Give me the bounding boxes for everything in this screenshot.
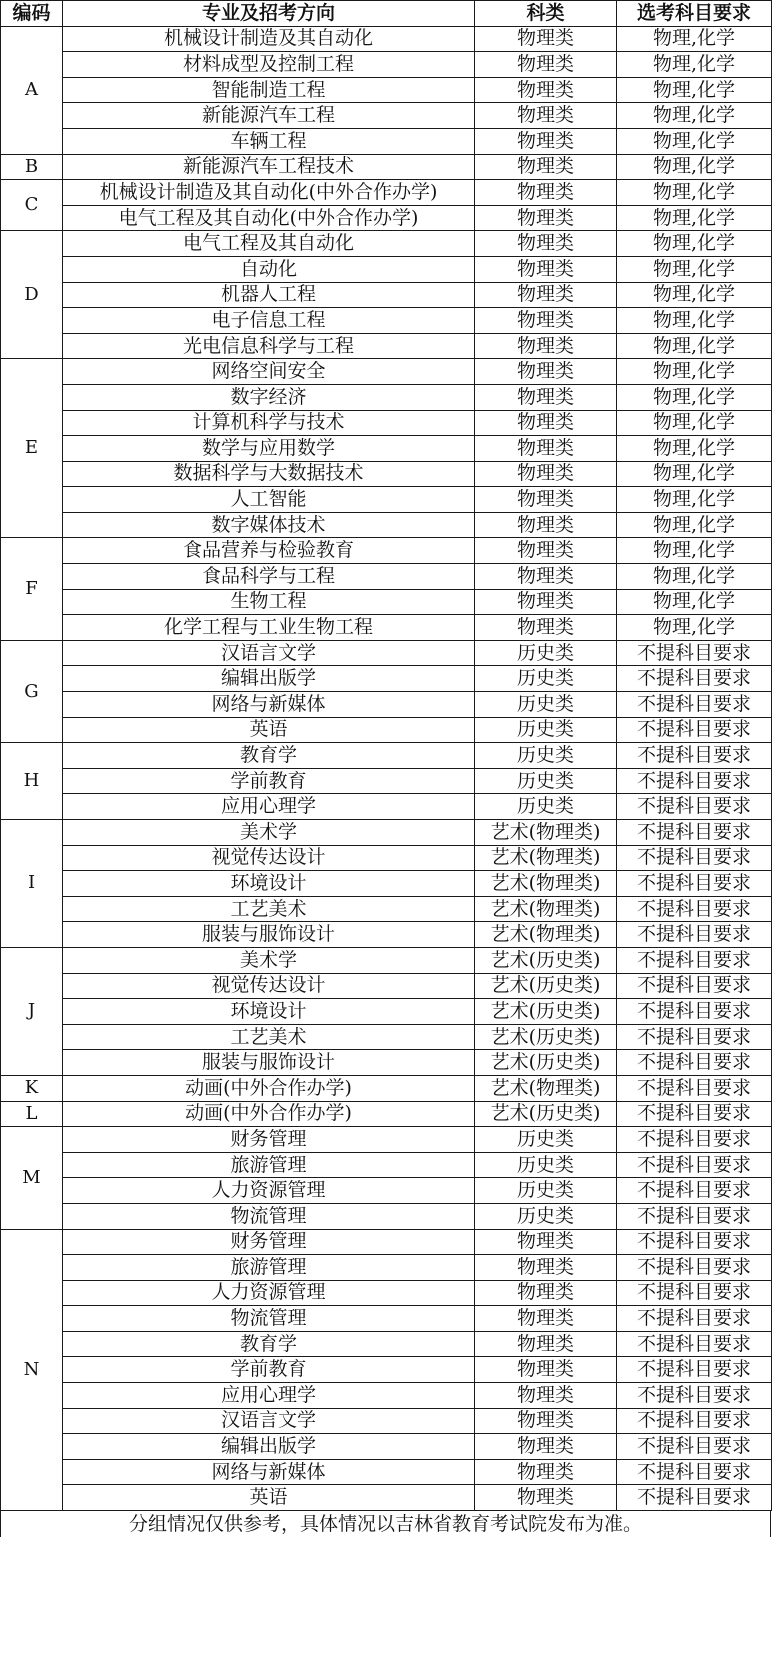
category-cell: 艺术(物理类) [475,820,617,846]
major-cell: 动画(中外合作办学) [63,1101,475,1127]
group-code-cell: A [1,26,63,154]
table-row [1,640,772,666]
table-row [1,743,772,769]
requirement-cell: 物理,化学 [617,589,772,615]
table-row [1,180,772,206]
major-cell: 电气工程及其自动化(中外合作办学) [63,205,475,231]
group-code-cell: K [1,1075,63,1101]
table-row [1,1434,772,1460]
category-cell: 物理类 [475,77,617,103]
major-cell: 食品营养与检验教育 [63,538,475,564]
table-row [1,871,772,897]
major-cell: 物流管理 [63,1203,475,1229]
major-cell: 新能源汽车工程技术 [63,154,475,180]
major-cell: 生物工程 [63,589,475,615]
requirement-cell: 不提科目要求 [617,999,772,1025]
table-row [1,1306,772,1332]
category-cell: 历史类 [475,794,617,820]
table-row [1,973,772,999]
major-cell: 财务管理 [63,1229,475,1255]
group-code-cell: C [1,180,63,231]
requirement-cell: 不提科目要求 [617,1485,772,1511]
table-row [1,410,772,436]
table-row [1,666,772,692]
table-row [1,1229,772,1255]
category-cell: 历史类 [475,666,617,692]
major-cell: 人力资源管理 [63,1280,475,1306]
major-cell: 计算机科学与技术 [63,410,475,436]
requirement-cell: 物理,化学 [617,282,772,308]
major-cell: 应用心理学 [63,1383,475,1409]
header-major: 专业及招考方向 [63,1,475,27]
major-cell: 网络与新媒体 [63,1459,475,1485]
major-cell: 旅游管理 [63,1255,475,1281]
requirement-cell: 物理,化学 [617,308,772,334]
table-row [1,205,772,231]
table-row [1,896,772,922]
requirement-cell: 物理,化学 [617,512,772,538]
table-row [1,999,772,1025]
category-cell: 物理类 [475,1459,617,1485]
major-cell: 网络与新媒体 [63,692,475,718]
requirement-cell: 不提科目要求 [617,947,772,973]
category-cell: 艺术(物理类) [475,1075,617,1101]
group-code-cell: N [1,1229,63,1511]
category-cell: 物理类 [475,436,617,462]
requirement-cell: 物理,化学 [617,436,772,462]
category-cell: 历史类 [475,640,617,666]
major-cell: 视觉传达设计 [63,973,475,999]
major-cell: 编辑出版学 [63,1434,475,1460]
category-cell: 物理类 [475,359,617,385]
requirement-cell: 物理,化学 [617,384,772,410]
requirement-cell: 物理,化学 [617,410,772,436]
category-cell: 物理类 [475,333,617,359]
requirement-cell: 不提科目要求 [617,743,772,769]
major-cell: 美术学 [63,820,475,846]
major-cell: 教育学 [63,1331,475,1357]
major-cell: 机器人工程 [63,282,475,308]
category-cell: 物理类 [475,1485,617,1511]
group-code-cell: B [1,154,63,180]
requirement-cell: 不提科目要求 [617,1178,772,1204]
table-row [1,52,772,78]
requirement-cell: 不提科目要求 [617,1383,772,1409]
table-row [1,512,772,538]
category-cell: 物理类 [475,615,617,641]
category-cell: 物理类 [475,1229,617,1255]
group-code-cell: D [1,231,63,359]
category-cell: 物理类 [475,205,617,231]
major-cell: 网络空间安全 [63,359,475,385]
major-cell: 学前教育 [63,1357,475,1383]
requirement-cell: 物理,化学 [617,231,772,257]
category-cell: 历史类 [475,717,617,743]
requirement-cell: 物理,化学 [617,103,772,129]
table-row [1,26,772,52]
category-cell: 物理类 [475,1434,617,1460]
group-code-cell: E [1,359,63,538]
table-row [1,1408,772,1434]
requirement-cell: 物理,化学 [617,615,772,641]
table-header-row [1,1,772,27]
major-cell: 智能制造工程 [63,77,475,103]
requirement-cell: 不提科目要求 [617,1434,772,1460]
category-cell: 艺术(物理类) [475,896,617,922]
category-cell: 物理类 [475,487,617,513]
category-cell: 历史类 [475,743,617,769]
category-cell: 物理类 [475,384,617,410]
major-cell: 数字经济 [63,384,475,410]
major-cell: 动画(中外合作办学) [63,1075,475,1101]
major-cell: 应用心理学 [63,794,475,820]
category-cell: 艺术(物理类) [475,845,617,871]
category-cell: 物理类 [475,1383,617,1409]
major-cell: 化学工程与工业生物工程 [63,615,475,641]
table-row [1,845,772,871]
requirement-cell: 不提科目要求 [617,896,772,922]
table-row [1,538,772,564]
header-code: 编码 [1,1,63,27]
table-row [1,615,772,641]
table-row [1,1383,772,1409]
requirement-cell: 物理,化学 [617,461,772,487]
category-cell: 物理类 [475,1331,617,1357]
footer-note: 分组情况仅供参考，具体情况以吉林省教育考试院发布为准。 [0,1511,771,1537]
category-cell: 历史类 [475,1127,617,1153]
category-cell: 历史类 [475,692,617,718]
requirement-cell: 不提科目要求 [617,1024,772,1050]
table-row [1,231,772,257]
requirement-cell: 不提科目要求 [617,845,772,871]
table-body [1,26,772,1510]
major-cell: 食品科学与工程 [63,564,475,590]
table-row [1,947,772,973]
table-row [1,589,772,615]
major-cell: 工艺美术 [63,1024,475,1050]
table-row [1,359,772,385]
major-cell: 视觉传达设计 [63,845,475,871]
table-row [1,1255,772,1281]
major-cell: 机械设计制造及其自动化(中外合作办学) [63,180,475,206]
major-cell: 自动化 [63,256,475,282]
table-row [1,1101,772,1127]
major-cell: 数字媒体技术 [63,512,475,538]
major-cell: 环境设计 [63,999,475,1025]
major-cell: 人力资源管理 [63,1178,475,1204]
category-cell: 艺术(物理类) [475,871,617,897]
group-code-cell: G [1,640,63,742]
major-cell: 汉语言文学 [63,640,475,666]
requirement-cell: 不提科目要求 [617,1127,772,1153]
major-cell: 汉语言文学 [63,1408,475,1434]
major-cell: 材料成型及控制工程 [63,52,475,78]
requirement-cell: 物理,化学 [617,564,772,590]
major-cell: 新能源汽车工程 [63,103,475,129]
requirement-cell: 不提科目要求 [617,692,772,718]
table-row [1,717,772,743]
requirement-cell: 不提科目要求 [617,1152,772,1178]
table-row [1,128,772,154]
category-cell: 物理类 [475,1357,617,1383]
major-cell: 数据科学与大数据技术 [63,461,475,487]
requirement-cell: 不提科目要求 [617,1357,772,1383]
requirement-cell: 物理,化学 [617,180,772,206]
table-row [1,1178,772,1204]
requirement-cell: 不提科目要求 [617,1203,772,1229]
table-row [1,1075,772,1101]
table-row [1,922,772,948]
category-cell: 物理类 [475,1255,617,1281]
table-row [1,77,772,103]
table-row [1,384,772,410]
requirement-cell: 物理,化学 [617,487,772,513]
major-cell: 美术学 [63,947,475,973]
requirement-cell: 物理,化学 [617,333,772,359]
category-cell: 历史类 [475,1152,617,1178]
category-cell: 艺术(历史类) [475,1024,617,1050]
category-cell: 物理类 [475,154,617,180]
category-cell: 物理类 [475,564,617,590]
requirement-cell: 不提科目要求 [617,717,772,743]
requirement-cell: 物理,化学 [617,128,772,154]
requirement-cell: 物理,化学 [617,26,772,52]
major-cell: 工艺美术 [63,896,475,922]
requirement-cell: 物理,化学 [617,256,772,282]
major-cell: 环境设计 [63,871,475,897]
table-row [1,1024,772,1050]
table-row [1,333,772,359]
requirement-cell: 物理,化学 [617,77,772,103]
category-cell: 物理类 [475,128,617,154]
category-cell: 物理类 [475,103,617,129]
category-cell: 艺术(历史类) [475,947,617,973]
major-cell: 旅游管理 [63,1152,475,1178]
major-cell: 英语 [63,1485,475,1511]
table-row [1,282,772,308]
category-cell: 物理类 [475,52,617,78]
major-cell: 电子信息工程 [63,308,475,334]
group-code-cell: F [1,538,63,640]
table-row [1,1331,772,1357]
major-cell: 物流管理 [63,1306,475,1332]
group-code-cell: J [1,947,63,1075]
category-cell: 物理类 [475,538,617,564]
header-category: 科类 [475,1,617,27]
category-cell: 艺术(历史类) [475,1101,617,1127]
requirement-cell: 不提科目要求 [617,922,772,948]
major-cell: 数学与应用数学 [63,436,475,462]
table-row [1,1357,772,1383]
requirement-cell: 物理,化学 [617,52,772,78]
requirement-cell: 物理,化学 [617,205,772,231]
requirement-cell: 不提科目要求 [617,1229,772,1255]
header-requirement: 选考科目要求 [617,1,772,27]
table-row [1,1459,772,1485]
category-cell: 物理类 [475,26,617,52]
requirement-cell: 不提科目要求 [617,871,772,897]
major-cell: 英语 [63,717,475,743]
table-row [1,1152,772,1178]
table-row [1,820,772,846]
major-cell: 编辑出版学 [63,666,475,692]
table-row [1,487,772,513]
category-cell: 历史类 [475,1203,617,1229]
category-cell: 艺术(历史类) [475,999,617,1025]
major-cell: 人工智能 [63,487,475,513]
requirement-cell: 不提科目要求 [617,1408,772,1434]
major-cell: 光电信息科学与工程 [63,333,475,359]
major-cell: 车辆工程 [63,128,475,154]
table-row [1,768,772,794]
table-row [1,103,772,129]
category-cell: 物理类 [475,1306,617,1332]
category-cell: 艺术(历史类) [475,1050,617,1076]
requirement-cell: 不提科目要求 [617,1050,772,1076]
requirement-cell: 不提科目要求 [617,1075,772,1101]
table-row [1,308,772,334]
category-cell: 物理类 [475,231,617,257]
table-row [1,1050,772,1076]
table-row [1,1203,772,1229]
major-cell: 财务管理 [63,1127,475,1153]
table-row [1,692,772,718]
requirement-cell: 不提科目要求 [617,666,772,692]
major-cell: 服装与服饰设计 [63,922,475,948]
major-cell: 机械设计制造及其自动化 [63,26,475,52]
category-cell: 物理类 [475,1280,617,1306]
requirement-cell: 不提科目要求 [617,640,772,666]
requirement-cell: 不提科目要求 [617,794,772,820]
requirement-cell: 不提科目要求 [617,768,772,794]
requirement-cell: 不提科目要求 [617,1101,772,1127]
category-cell: 物理类 [475,282,617,308]
category-cell: 物理类 [475,256,617,282]
requirement-cell: 不提科目要求 [617,1255,772,1281]
category-cell: 物理类 [475,512,617,538]
category-cell: 物理类 [475,1408,617,1434]
category-cell: 物理类 [475,461,617,487]
major-cell: 学前教育 [63,768,475,794]
group-code-cell: M [1,1127,63,1229]
table-row [1,794,772,820]
category-cell: 物理类 [475,308,617,334]
requirement-cell: 不提科目要求 [617,1306,772,1332]
table-row [1,1127,772,1153]
category-cell: 物理类 [475,180,617,206]
category-cell: 物理类 [475,410,617,436]
group-code-cell: I [1,820,63,948]
requirement-cell: 物理,化学 [617,538,772,564]
category-cell: 历史类 [475,1178,617,1204]
table-row [1,436,772,462]
category-cell: 艺术(历史类) [475,973,617,999]
table-row [1,564,772,590]
category-cell: 艺术(物理类) [475,922,617,948]
major-cell: 电气工程及其自动化 [63,231,475,257]
group-code-cell: L [1,1101,63,1127]
category-cell: 物理类 [475,589,617,615]
requirement-cell: 不提科目要求 [617,1459,772,1485]
requirement-cell: 物理,化学 [617,154,772,180]
table-row [1,461,772,487]
major-cell: 教育学 [63,743,475,769]
table-row [1,1485,772,1511]
table-row [1,256,772,282]
table-row [1,154,772,180]
major-cell: 服装与服饰设计 [63,1050,475,1076]
requirement-cell: 不提科目要求 [617,1280,772,1306]
table-row [1,1280,772,1306]
requirement-cell: 物理,化学 [617,359,772,385]
group-code-cell: H [1,743,63,820]
requirement-cell: 不提科目要求 [617,1331,772,1357]
requirement-cell: 不提科目要求 [617,973,772,999]
category-cell: 历史类 [475,768,617,794]
requirement-cell: 不提科目要求 [617,820,772,846]
